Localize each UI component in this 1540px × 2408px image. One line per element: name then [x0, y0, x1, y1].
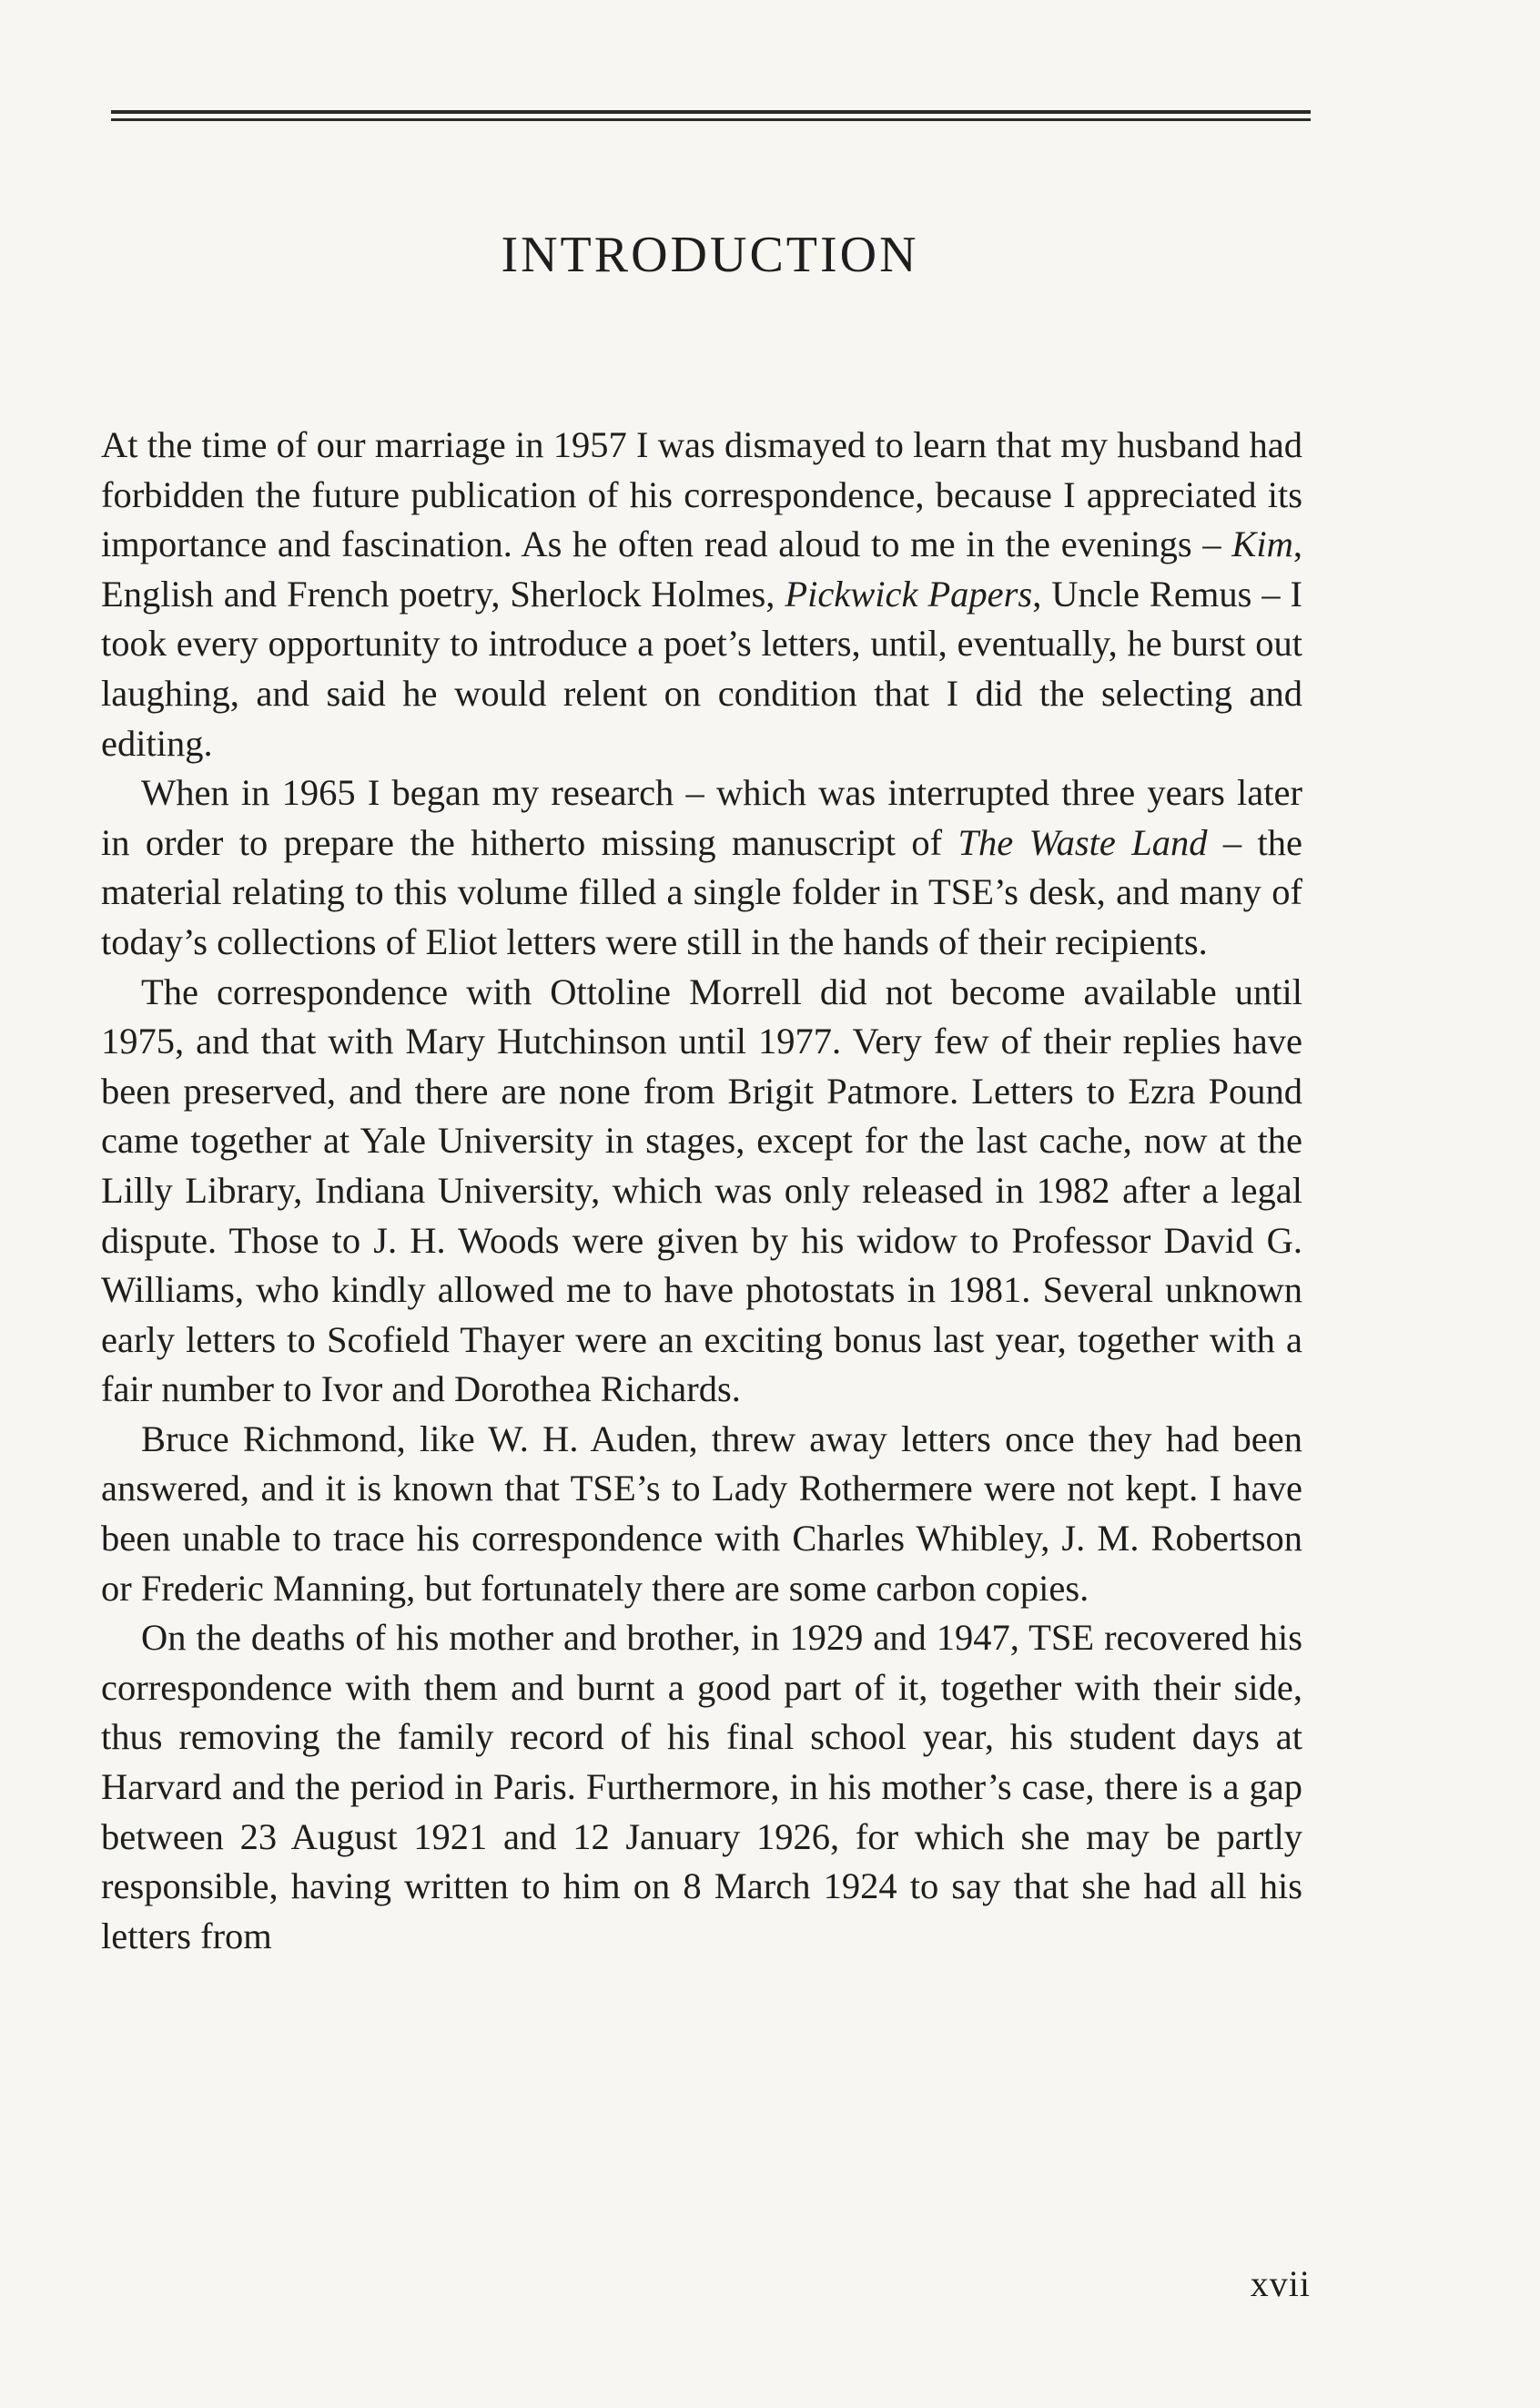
- paragraph: The correspondence with Ottoline Morrell did not become available until 1975, and that with Mary Hutchinson until 1977. Very few of their replies have been preserved, and there are none from Brigit Patmore. Letters to Ezra Pound came together at Yale University in stages, except for the last cache, now at the Lilly Library, Indiana University, which was only released in 1982 after a legal dispute. Those to J. H. Woods were given by his widow to Professor David G. Williams, who kindly allowed me to have photostats in 1981. Several unknown early letters to Scofield Thayer were an exciting bonus last year, together with a fair number to Ivor and Dorothea Richards.: [101, 970, 1302, 1410]
- paragraph: At the time of our marriage in 1957 I was dismayed to learn that my husband had forbidden the future publication of his correspondence, because I appreciated its importance and fascination. As he often read aloud to me in the evenings – Kim, English and French poetry, Sherlock Holmes, Pickwick Papers, Uncle Remus – I took every opportunity to introduce a poet’s letters, until, eventually, he burst out laughing, and said he would relent on condition that I did the selecting and editing.: [101, 424, 1302, 764]
- page-title: INTRODUCTION: [501, 227, 919, 283]
- body-text: [101, 421, 1302, 1961]
- page-number: xvii: [1250, 2263, 1311, 2304]
- paragraph: When in 1965 I began my research – which was interrupted three years later in order to prepare the hitherto missing manuscript of The Waste Land – the material relating to this volume filled a single folder in TSE’s desk, and many of today’s collections of Eliot letters were still in the hands of their recipients.: [101, 772, 1302, 962]
- book-title-italic: The Waste Land: [957, 821, 1208, 863]
- header-rule-top: [111, 110, 1311, 114]
- paragraph: Bruce Richmond, like W. H. Auden, threw away letters once they had been answered, and it is known that TSE’s to Lady Rothermere were not kept. I have been unable to trace his correspondence with Charles Whibley, J. M. Robertson or Frederic Manning, but fortunately there are some carbon copies.: [101, 1417, 1302, 1609]
- book-title-italic: Kim: [1231, 523, 1293, 565]
- paragraph: On the deaths of his mother and brother, in 1929 and 1947, TSE recovered his correspondence with them and burnt a good part of it, together with their side, thus removing the family record of his final school year, his student days at Harvard and the period in Paris. Furthermore, in his mother’s case, there is a gap between 23 August 1921 and 12 January 1926, for which she may be partly responsible, having written to him on 8 March 1924 to say that she had all his letters from: [101, 1617, 1302, 1956]
- header-rule-bottom: [111, 118, 1311, 121]
- book-title-italic: Pickwick Papers: [785, 573, 1033, 615]
